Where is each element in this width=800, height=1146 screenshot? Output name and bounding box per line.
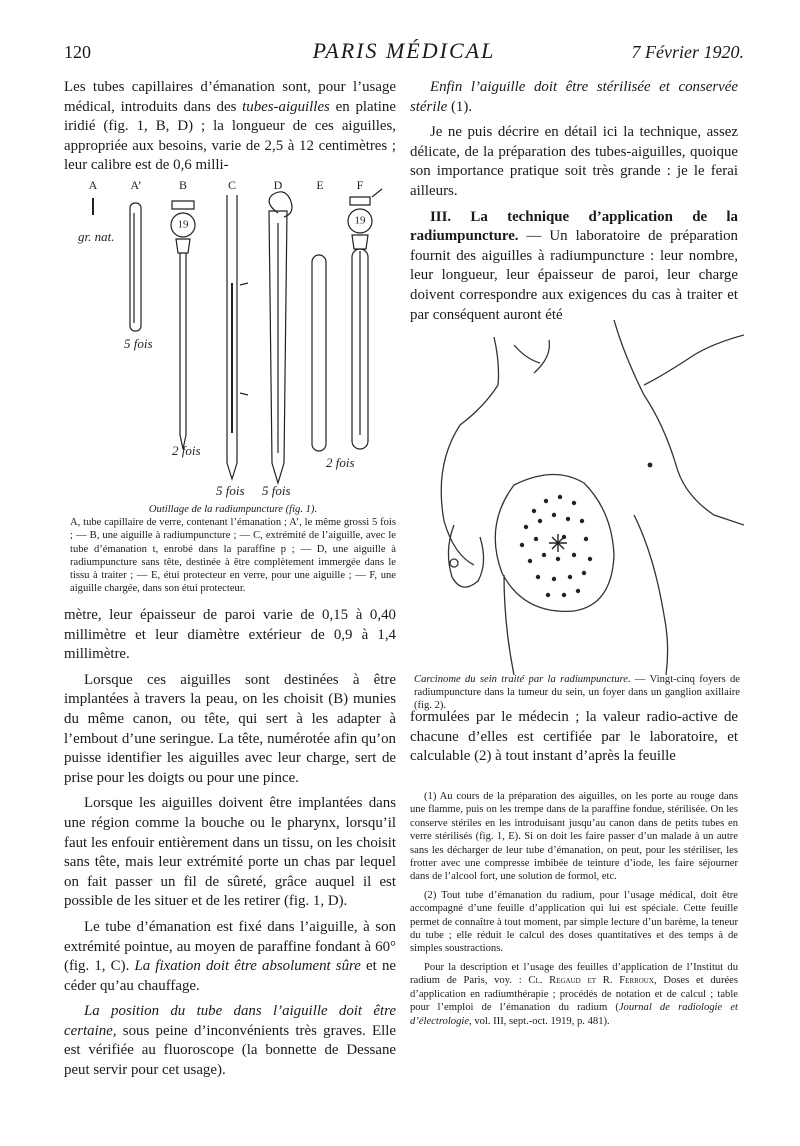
figure-2-illustration [414, 315, 744, 675]
fig1-label-e: E [316, 178, 324, 192]
fig1-fois-c: 5 fois [216, 483, 245, 498]
fig1-label-a: A [88, 178, 98, 192]
fig1-gauge-f: 19 [354, 214, 366, 227]
footnote-1: (1) Au cours de la préparation des aiguilles, on les porte au rouge dans une flamme, puis on les trempe dans de la paraffine fondue, stérilisée. On les conserve stériles en les introduisant jusqu’au canon dans de petits tubes en verre stérilisés (fig. 1, E). Si on doit les faire passer d’un malade à un autre sans les décharger de leur tube d’émanation, on peut, pour les stériliser, les frotter avec une compresse imbibée de teinture d’iode, les faire séjourner dans de l’alcool fort, une solution de formol, etc. [410, 791, 738, 883]
fig1-needle-b [171, 201, 195, 449]
fig1-fois-e: 2 fois [326, 455, 355, 470]
footnote-3: Pour la description et l’usage des feuilles d’application de l’Institut du radium de Paris, voy. : Cl. Regaud et R. Ferroux, Doses et durées d’application en radiumthérapie ; procédés de notation et de calcul ; table pour l’emploi de l’émanation du radium (Journal de radiologie et d’électrologie, vol. III, sept.-oct. 1919, p. 481). [410, 961, 739, 1027]
fig1-gauge-b: 19 [177, 218, 189, 231]
fig1-caption-title: Outillage de la radiumpuncture [148, 504, 283, 515]
fig1-label-a-prime: A’ [130, 178, 142, 192]
fig1-label-d: D [273, 178, 283, 192]
paragraph-technique: Je ne puis décrire en détail ici la technique, assez délicate, de la préparation des tubes-aiguilles, quoique son importance pratique soit très grande : je le ferai ailleurs. [410, 124, 738, 199]
paragraph-formulees: formulées par le médecin ; la valeur radio-active de chacune d’elles est certifiée par le laboratoire, et calculable (2) à tout instant d’après la feuille [410, 709, 738, 765]
paragraph-section-iii: III. La technique d’application de la radiumpuncture. — Un laboratoire de préparation fournit des aiguilles à radiumpuncture : leur nombre, leur longueur, leur épaisseur de paroi, leur charge doivent correspondre aux exigences du cas à traiter et par conséquent auront été [410, 208, 738, 323]
page-number: 120 [64, 42, 91, 62]
fig1-needle-c [227, 195, 248, 479]
right-column-bottom [410, 708, 738, 773]
footnote-2: (2) Tout tube d’émanation du radium, pour l’usage médical, doit être accompagné d’une feuille d’application qui lui est spéciale. Cette feuille permet de connaître à tout moment, par simple lecture d’un barème, la teneur du tube ; elle réduit le calcul des doses quantitatives et des temps à de simples soustractions. [410, 889, 738, 955]
footnotes [410, 790, 738, 1033]
fig1-label-f: F [356, 178, 364, 192]
paragraph-tubes: Les tubes capillaires d’émanation sont, pour l’usage médical, introduits dans des tubes-aiguilles en platine iridié (fig. 1, B, D) ; la longueur de ces aiguilles, appropriée aux besoins, varie de 2,5 à 12 centimètres ; leur calibre est de 0,6 milli- [64, 79, 396, 174]
fig1-gr-nat: gr. nat. [78, 229, 115, 244]
fig1-label-b: B [178, 178, 188, 192]
paragraph-sterile: Enfin l’aiguille doit être stérilisée et conservée stérile (1). [410, 79, 738, 115]
fig2-caption-title: Carcinome du sein traité par la radiumpuncture. [414, 674, 631, 685]
fig2-left-breast [448, 525, 483, 587]
journal-title: PARIS MÉDICAL [312, 38, 496, 63]
fig1-fois-a-prime: 5 fois [124, 336, 153, 351]
fig1-tube-a-prime [130, 203, 141, 331]
fig1-caption-body: A, tube capillaire de verre, contenant l’émanation ; A’, le même grossi 5 fois ; — B, une aiguille à radiumpuncture ; — C, extrémité de l’aiguille, avec le tube d’émanation t, enrobé dans la paraffine p ; — D, une aiguille à radiumpuncture sans tête, destinée à être complètement immergée dans le tissu à traiter ; — E, étui protecteur en verre, pour une aiguille ; — F, une aiguille chargée, dans son étui protecteur. [70, 517, 396, 595]
fig1-case-e [312, 255, 326, 451]
fig2-puncture-points [520, 463, 653, 598]
fig1-needle-f [348, 189, 382, 449]
right-column-top [410, 78, 738, 331]
figure-1-instruments [64, 173, 394, 503]
fig2-caption-body: — Vingt-cinq foyers de radiumpuncture dans la tumeur du sein, un foyer dans un ganglion axillaire (fig. 2). [414, 674, 740, 712]
fig1-label-c: C [227, 178, 237, 192]
fig2-neck-shoulder [441, 337, 498, 565]
left-column-bottom [64, 606, 396, 1087]
fig1-fois-d: 5 fois [262, 483, 291, 498]
fig1-needle-d [269, 192, 292, 483]
paragraph-dimensions: mètre, leur épaisseur de paroi varie de 0,15 à 0,40 millimètre et leur diamètre extérieur de 0,9 à 1,4 millimètre. [64, 607, 396, 663]
running-header [64, 38, 744, 70]
fig1-fois-b: 2 fois [172, 443, 201, 458]
figure-2-caption [414, 673, 740, 713]
issue-date: 7 Février 1920. [631, 42, 744, 62]
paragraph-implant-mouth: Lorsque les aiguilles doivent être implantées dans une région comme la bouche ou le pharynx, lorsqu’il faut les enfouir entièrement dans un tissu, on les choisit sans tête, mais leur extrémité porte un chas par lequel on fait passer un fil de sûreté, grâce auquel il est possible de les situer et de les retirer (fig. 1, D). [64, 795, 396, 910]
paragraph-fixation: Le tube d’émanation est fixé dans l’aiguille, à son extrémité pointue, au moyen de paraffine fondant à 60° (fig. 1, C). La fixation doit être absolument sûre et ne céder qu’au chauffage. [64, 918, 396, 994]
left-column-top [64, 78, 396, 182]
paragraph-implant-skin: Lorsque ces aiguilles sont destinées à être implantées à travers la peau, on les choisit (B) munies du même canon, ou tête, qui sert à les adapter à l’embout d’une seringue. La tête, numérotée afin qu’on puisse identifier les aiguilles avec leur charge, sert de prise pour les doigts ou pour une pince. [64, 671, 396, 786]
section-heading-iii: III. La technique d’application de la radiumpuncture. [410, 208, 738, 245]
fig2-arm [614, 320, 744, 525]
paragraph-position: La position du tube dans l’aiguille doit être certaine, sous peine d’inconvénients très graves. Elle est vérifiée au fluoroscope (la bonnette de Dessane peut servir pour cet usage). [64, 1003, 396, 1079]
figure-1-caption: Outillage de la radiumpuncture (fig. 1). A, tube capillaire de verre, contenant l’émanation ; A’, le même grossi 5 fois ; — B, une aiguille à radiumpuncture ; — C, extrémité de l’aiguille, avec le tube d’émanation t, enrobé dans la paraffine p ; — D, une aiguille à radiumpuncture sans tête, destinée à être complètement immergée dans le tissu à traiter ; — E, étui protecteur en verre, pour une aiguille ; — F, une aiguille chargée, dans son étui protecteur. [70, 504, 396, 595]
